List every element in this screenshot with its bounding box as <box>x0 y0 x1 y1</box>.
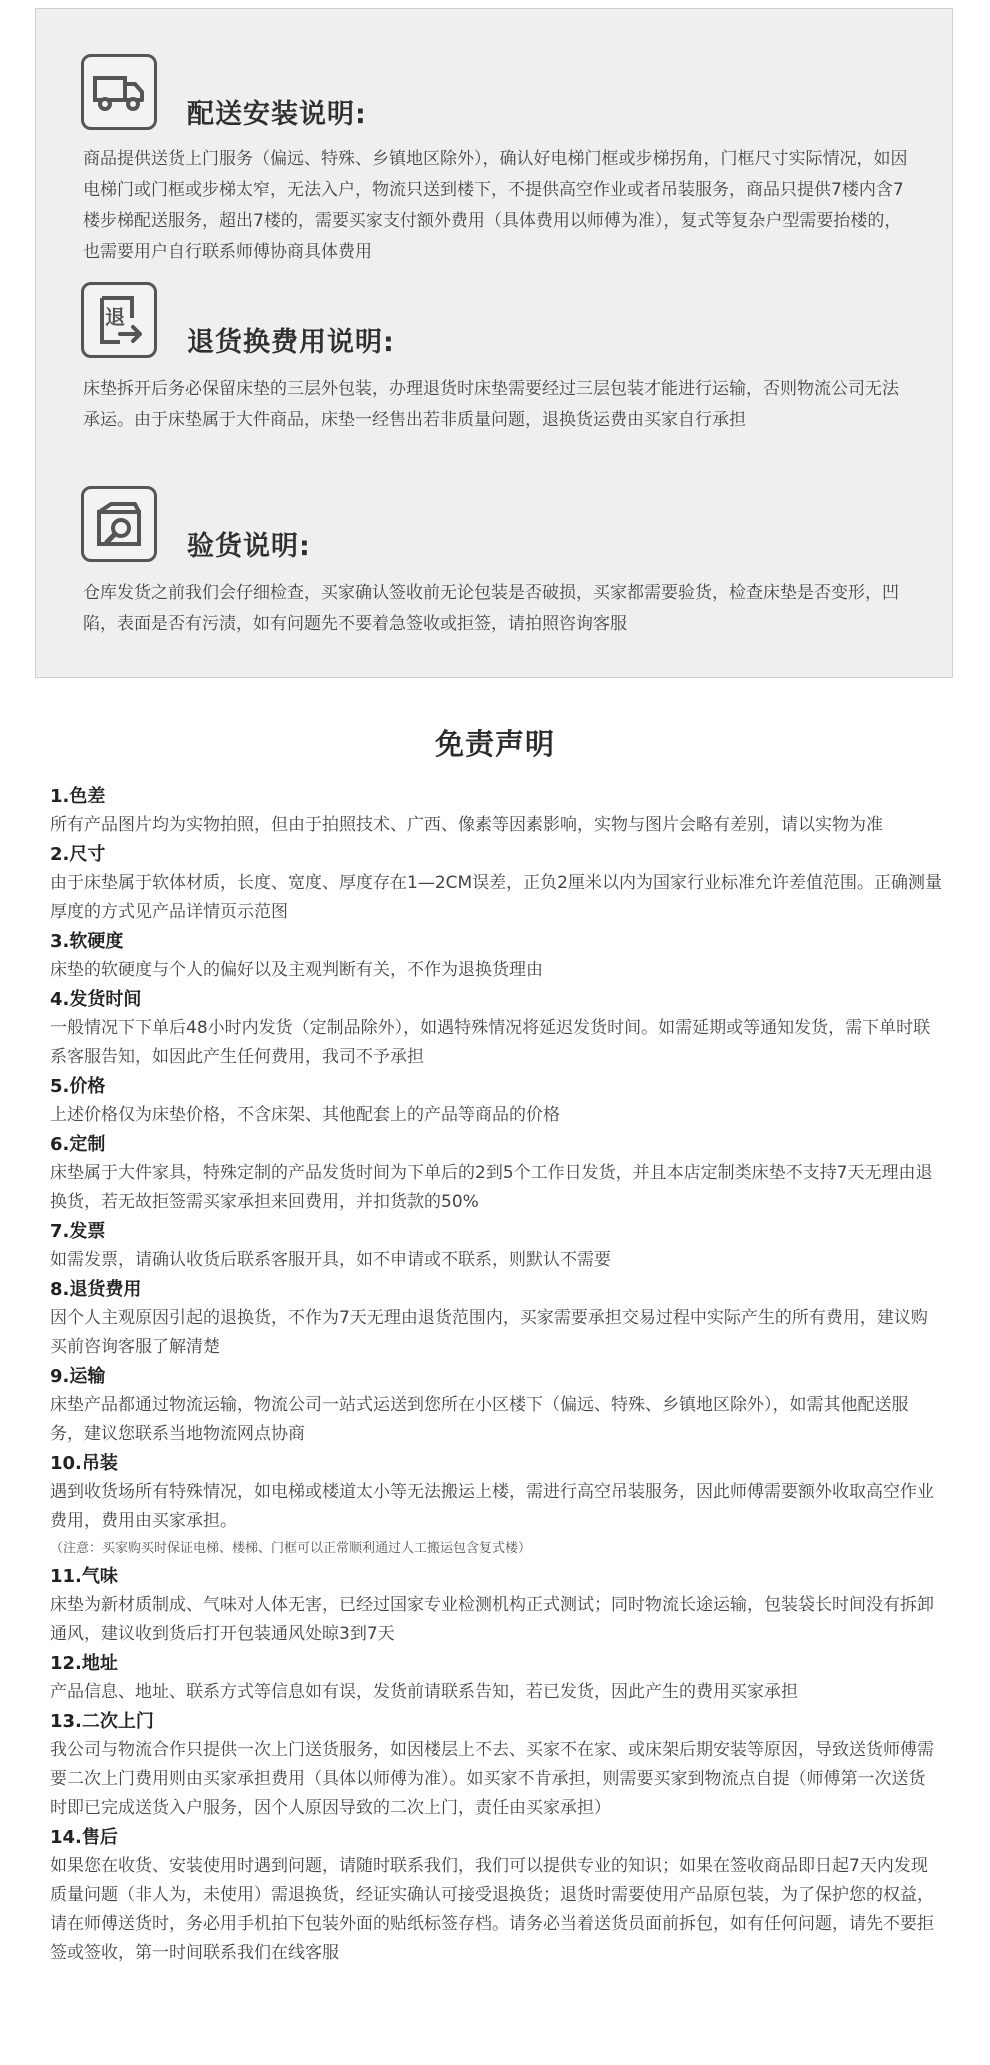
return-document-icon <box>81 282 157 358</box>
term-heading: 1.色差 <box>50 786 106 807</box>
disclaimer-terms <box>50 782 942 1968</box>
term-item <box>50 1823 942 1968</box>
term-heading: 7.发票 <box>50 1221 106 1242</box>
term-note: （注意：买家购买时保证电梯、楼梯、门框可以正常顺利通过人工搬运包含复式楼） <box>50 1541 532 1556</box>
package-inspect-icon <box>81 486 157 562</box>
term-heading: 4.发货时间 <box>50 989 142 1010</box>
disclaimer-title: 免责声明 <box>434 727 555 761</box>
term-body: 床垫的软硬度与个人的偏好以及主观判断有关，不作为退换货理由 <box>50 960 543 980</box>
term-body: 产品信息、地址、联系方式等信息如有误，发货前请联系告知，若已发货，因此产生的费用买家承担 <box>50 1682 798 1702</box>
term-body: 所有产品图片均为实物拍照，但由于拍照技术、广西、像素等因素影响，实物与图片会略有差别，请以实物为准 <box>50 815 883 835</box>
term-body: 床垫为新材质制成、气味对人体无害，已经过国家专业检测机构正式测试；同时物流长途运输，包装袋长时间没有拆卸通风，建议收到货后打开包装通风处晾3到7天 <box>50 1595 934 1644</box>
term-item <box>50 1649 942 1707</box>
term-item <box>50 1217 942 1275</box>
term-heading: 13.二次上门 <box>50 1711 154 1732</box>
term-heading: 11.气味 <box>50 1566 118 1587</box>
term-heading: 12.地址 <box>50 1653 118 1674</box>
term-heading: 9.运输 <box>50 1366 106 1387</box>
delivery-body: 商品提供送货上门服务（偏远、特殊、乡镇地区除外），确认好电梯门框或步梯拐角，门框尺寸实际情况，如因电梯门或门框或步梯太窄，无法入户，物流只送到楼下，不提供高空作业或者吊装服务，商品只提供7楼内含7楼步梯配送服务，超出7楼的，需要买家支付额外费用（具体费用以师傅为准），复式等复杂户型需要抬楼的，也需要用户自行联系师傅协商具体费用 <box>83 149 908 262</box>
term-heading: 8.退货费用 <box>50 1279 142 1300</box>
term-body: 床垫产品都通过物流运输，物流公司一站式运送到您所在小区楼下（偏远、特殊、乡镇地区除外），如需其他配送服务，建议您联系当地物流网点协商 <box>50 1395 909 1444</box>
term-body: 如需发票，请确认收货后联系客服开具，如不申请或不联系，则默认不需要 <box>50 1250 611 1270</box>
term-heading: 10.吊装 <box>50 1453 118 1474</box>
term-item <box>50 985 942 1072</box>
returns-title: 退货换费用说明: <box>187 327 395 358</box>
term-body: 遇到收货场所有特殊情况，如电梯或楼道太小等无法搬运上楼，需进行高空吊装服务，因此师傅需要额外收取高空作业费用，费用由买家承担。 <box>50 1482 934 1531</box>
term-item <box>50 1130 942 1217</box>
inspection-body: 仓库发货之前我们会仔细检查，买家确认签收前无论包装是否破损，买家都需要验货，检查床垫是否变形，凹陷，表面是否有污渍，如有问题先不要着急签收或拒签，请拍照咨询客服 <box>83 583 899 634</box>
term-body: 床垫属于大件家具，特殊定制的产品发货时间为下单后的2到5个工作日发货，并且本店定制类床垫不支持7天无理由退换货，若无故拒签需买家承担来回费用，并扣货款的50% <box>50 1163 933 1212</box>
term-body: 上述价格仅为床垫价格，不含床架、其他配套上的产品等商品的价格 <box>50 1105 560 1125</box>
term-item <box>50 1362 942 1449</box>
term-heading: 2.尺寸 <box>50 844 106 865</box>
term-body: 因个人主观原因引起的退换货，不作为7天无理由退货范围内，买家需要承担交易过程中实际产生的所有费用，建议购买前咨询客服了解清楚 <box>50 1308 928 1357</box>
term-body: 一般情况下下单后48小时内发货（定制品除外），如遇特殊情况将延迟发货时间。如需延期或等通知发货，需下单时联系客服告知，如因此产生任何费用，我司不予承担 <box>50 1018 931 1067</box>
term-item <box>50 1275 942 1362</box>
term-item <box>50 1072 942 1130</box>
term-heading: 5.价格 <box>50 1076 106 1097</box>
delivery-title: 配送安装说明: <box>187 99 367 130</box>
term-body: 我公司与物流合作只提供一次上门送货服务，如因楼层上不去、买家不在家、或床架后期安装等原因，导致送货师傅需要二次上门费用则由买家承担费用（具体以师傅为准）。如买家不肯承担，则需要买家到物流点自提（师傅第一次送货时即已完成送货入户服务，因个人原因导致的二次上门，责任由买家承担） <box>50 1740 934 1818</box>
term-body: 由于床垫属于软体材质，长度、宽度、厚度存在1—2CM误差，正负2厘米以内为国家行业标准允许差值范围。正确测量厚度的方式见产品详情页示范图 <box>50 873 942 922</box>
term-heading: 6.定制 <box>50 1134 106 1155</box>
term-item <box>50 1449 942 1562</box>
inspection-title: 验货说明: <box>187 531 311 562</box>
term-body: 如果您在收货、安装使用时遇到问题，请随时联系我们，我们可以提供专业的知识；如果在签收商品即日起7天内发现质量问题（非人为，未使用）需退换货，经证实确认可接受退换货；退货时需要使用产品原包装，为了保护您的权益，请在师傅送货时，务必用手机拍下包装外面的贴纸标签存档。请务必当着送货员面前拆包，如有任何问题，请先不要拒签或签收，第一时间联系我们在线客服 <box>50 1856 934 1963</box>
term-item <box>50 840 942 927</box>
truck-icon <box>81 54 157 130</box>
term-item <box>50 927 942 985</box>
term-item <box>50 782 942 840</box>
service-info-panel <box>35 8 953 678</box>
term-item <box>50 1707 942 1823</box>
svg-text:退: 退 <box>105 305 125 329</box>
returns-body: 床垫拆开后务必保留床垫的三层外包装，办理退货时床垫需要经过三层包装才能进行运输，否则物流公司无法承运。由于床垫属于大件商品，床垫一经售出若非质量问题，退换货运费由买家自行承担 <box>83 379 899 430</box>
term-heading: 14.售后 <box>50 1827 118 1848</box>
term-heading: 3.软硬度 <box>50 931 124 952</box>
term-item <box>50 1562 942 1649</box>
